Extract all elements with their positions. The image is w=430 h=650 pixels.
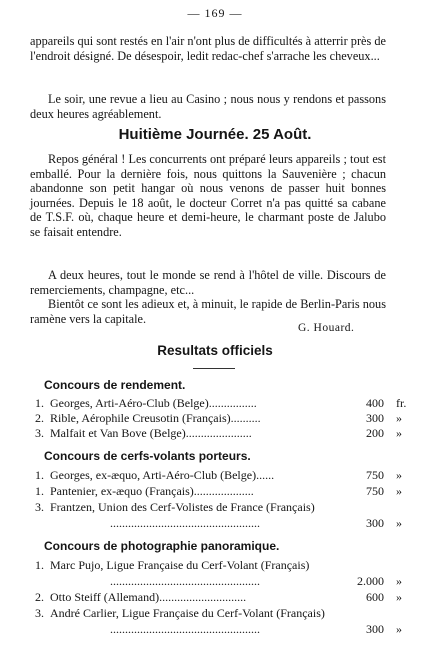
town-hall-paragraph: A deux heures, tout le monde se rend à l'hôtel de ville. Discours de remerciements, champagne, etc... [30,268,386,297]
prize-amount: 300 [366,516,384,530]
section-title-rendement: Concours de rendement. [44,378,186,392]
section-title-photographie: Concours de photographie panoramique. [44,539,280,553]
rank: 3. [35,500,44,514]
prize-unit: » [396,426,402,440]
prize-unit: » [396,516,402,530]
prize-unit: » [396,484,402,498]
day-heading: Huitième Journée. 25 Août. [118,126,312,143]
prize-unit: » [396,411,402,425]
rank: 1. [35,558,44,572]
rank: 1. [35,484,44,498]
departure-paragraph: Bientôt ce sont les adieux et, à minuit, le rapide de Berlin-Paris nous ramène vers la capitale. [30,297,386,326]
entrant: Georges, ex-æquo, Arti-Aéro-Club (Belge)...... [50,468,275,482]
entrant: Frantzen, Union des Cerf-Volistes de France (Français) [50,500,315,514]
rank: 2. [35,590,44,604]
entrant: Marc Pujo, Ligue Française du Cerf-Volant (Français) [50,558,310,572]
continued-paragraph: appareils qui sont restés en l'air n'ont plus de difficultés à atterrir près de l'endroit désigné. De désespoir, ledit redac-chef s'arrache les cheveux... [30,34,386,63]
page-number: — 169 — [187,6,243,20]
rank: 3. [35,426,44,440]
prize-unit: » [396,468,402,482]
rest-day-paragraph: Repos général ! Les concurrents ont préparé leurs appareils ; tout est emballé. Pour la dernière fois, nous quittons la Sauvenière ; chacun abandonne son petit hangar où nous venons de passer huit bonnes journées. Depuis le 18 août, le docteur Corret n'a pas quitté sa cabane de T.S.F. où, chaque heure et demi-heure, le charmant poste de Jalubo se faisait entendre. [30,152,386,239]
entrant: Pantenier, ex-æquo (Français).................... [50,484,254,498]
leader-dots: .................................................. [110,622,260,636]
prize-amount: 300 [366,622,384,636]
entrant: Rible, Aérophile Creusotin (Français).......... [50,411,261,425]
result-entry [26,606,416,638]
prize-amount: 300 [366,411,384,425]
leader-dots: .................................................. [110,516,260,530]
prize-unit: » [396,590,402,604]
prize-amount: 400 [366,396,384,410]
section-title-cerfs-volants: Concours de cerfs-volants porteurs. [44,449,251,463]
prize-amount: 750 [366,484,384,498]
entrant: Malfait et Van Bove (Belge)...................... [50,426,252,440]
title-rule [193,368,235,369]
prize-amount: 750 [366,468,384,482]
rank: 1. [35,468,44,482]
entrant: Otto Steiff (Allemand)............................. [50,590,247,604]
prize-unit: fr. [396,396,407,410]
rank: 1. [35,396,44,410]
leader-dots: .................................................. [110,574,260,588]
rank: 3. [35,606,44,620]
prize-amount: 600 [366,590,384,604]
prize-amount: 2.000 [357,574,384,588]
results-title: Resultats officiels [157,343,273,358]
result-entry [26,558,416,590]
prize-unit: » [396,574,402,588]
entrant: Georges, Arti-Aéro-Club (Belge)................ [50,396,257,410]
casino-paragraph: Le soir, une revue a lieu au Casino ; nous nous y rendons et passons deux heures agréablement. [30,92,386,121]
prize-amount: 200 [366,426,384,440]
author-signature: G. Houard. [298,322,355,334]
prize-unit: » [396,622,402,636]
entrant: André Carlier, Ligue Française du Cerf-Volant (Français) [50,606,325,620]
rank: 2. [35,411,44,425]
result-entry [26,500,416,532]
